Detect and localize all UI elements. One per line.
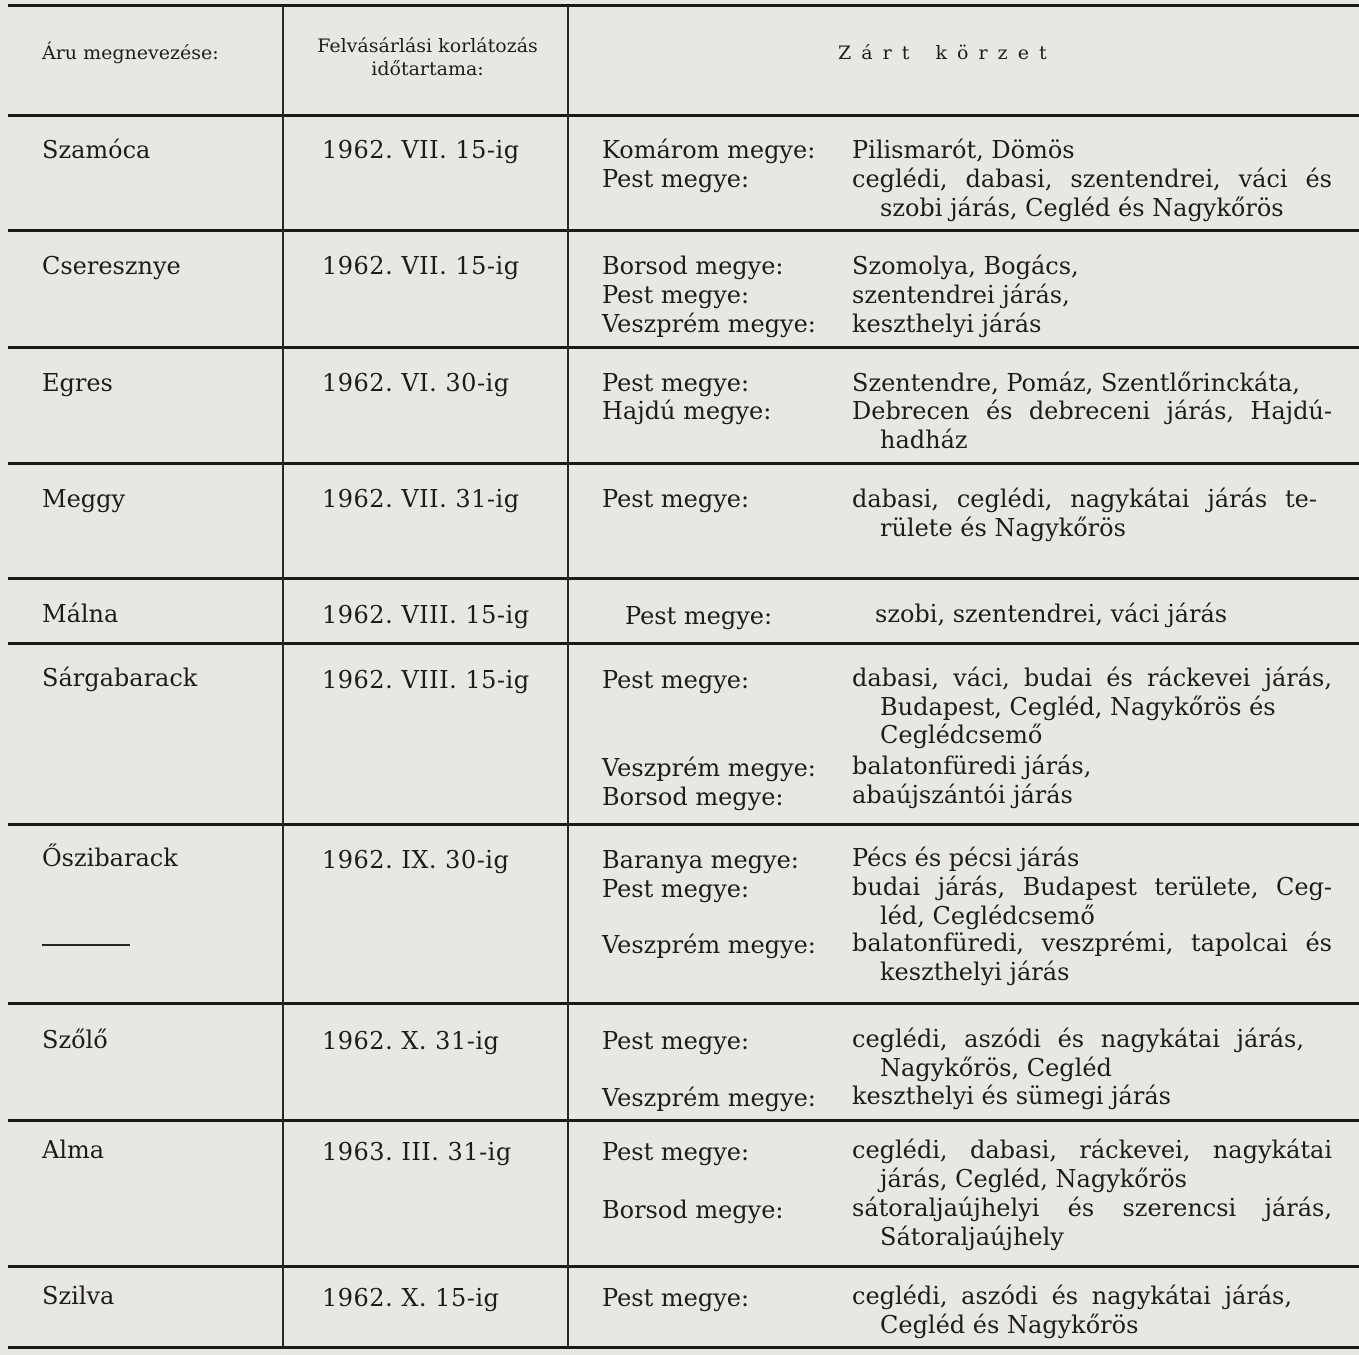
zone-county: Komárom megye:: [602, 136, 816, 164]
zone-area: budai járás, Budapest területe, Ceg- léd, Ceglédcsemő: [852, 873, 1332, 930]
zone-county: Pest megye:: [602, 165, 750, 193]
zone-area: ceglédi, aszódi és nagykátai járás, Nagykőrös, Cegléd: [852, 1025, 1304, 1082]
row-separator: [8, 1265, 1359, 1268]
zone-county: Veszprém megye:: [602, 931, 816, 959]
zone-area: Szentendre, Pomáz, Szentlőrinckáta,: [852, 369, 1300, 397]
header-item: Áru megnevezése:: [42, 42, 219, 64]
zone-area: Szomolya, Bogács,: [852, 252, 1079, 280]
zone-area: keszthelyi járás: [852, 310, 1042, 338]
item-name: Őszibarack: [42, 844, 178, 872]
zone-area: balatonfüredi, veszprémi, tapolcai és keszthelyi járás: [852, 929, 1332, 986]
row-separator: [8, 1002, 1359, 1005]
item-name: Egres: [42, 369, 113, 397]
table-bottom-border: [8, 1346, 1359, 1349]
item-name: Meggy: [42, 485, 126, 513]
zone-area: keszthelyi és sümegi járás: [852, 1082, 1171, 1110]
item-name: Sárgabarack: [42, 664, 198, 692]
period-date: 1962. VI. 30-ig: [322, 369, 510, 397]
item-name: Cseresznye: [42, 252, 181, 280]
header-period-line1: Felvásárlási korlátozás: [317, 35, 538, 57]
period-date: 1962. X. 15-ig: [322, 1284, 500, 1312]
zone-area: sátoraljaújhelyi és szerencsi járás, Sátoraljaújhely: [852, 1194, 1332, 1251]
zone-county: Veszprém megye:: [602, 310, 816, 338]
row-separator: [8, 346, 1359, 349]
zone-area: ceglédi, aszódi és nagykátai járás, Cegléd és Nagykőrös: [852, 1282, 1292, 1339]
table-top-border: [8, 4, 1359, 7]
row-separator: [8, 114, 1359, 117]
item-name: Szamóca: [42, 136, 151, 164]
zone-county: Pest megye:: [602, 666, 750, 694]
period-date: 1962. VII. 31-ig: [322, 485, 520, 513]
period-date: 1962. VIII. 15-ig: [322, 666, 530, 694]
item-name: Málna: [42, 600, 119, 628]
zone-county: Pest megye:: [602, 369, 750, 397]
zone-area: ceglédi, dabasi, ráckevei, nagykátai járás, Cegléd, Nagykőrös: [852, 1136, 1332, 1193]
zone-area: Debrecen és debreceni járás, Hajdú- hadház: [852, 397, 1332, 454]
period-date: 1963. III. 31-ig: [322, 1138, 512, 1166]
period-date: 1962. VIII. 15-ig: [322, 601, 530, 629]
header-zone: Z á r t k ö r z e t: [838, 42, 1049, 64]
zone-county: Pest megye:: [602, 1027, 750, 1055]
row-separator: [8, 229, 1359, 232]
zone-county: Hajdú megye:: [602, 397, 772, 425]
zone-area: dabasi, ceglédi, nagykátai járás te- rülete és Nagykőrös: [852, 485, 1317, 542]
column-divider: [282, 6, 284, 1346]
zone-county: Veszprém megye:: [602, 754, 816, 782]
row-separator: [8, 1119, 1359, 1122]
zone-area: Pilismarót, Dömös: [852, 136, 1075, 164]
period-date: 1962. VII. 15-ig: [322, 136, 520, 164]
item-name: Szilva: [42, 1282, 115, 1310]
period-date: 1962. IX. 30-ig: [322, 846, 510, 874]
zone-area: ceglédi, dabasi, szentendrei, váci és szobi járás, Cegléd és Nagykőrös: [852, 165, 1332, 222]
zone-county: Pest megye:: [602, 875, 750, 903]
zone-area: abaújszántói járás: [852, 781, 1073, 809]
zone-county: Borsod megye:: [602, 1196, 784, 1224]
zone-area: dabasi, váci, budai és ráckevei járás, Budapest, Cegléd, Nagykőrös és Ceglédcsemő: [852, 664, 1332, 749]
item-name: Szőlő: [42, 1026, 108, 1054]
zone-area: Pécs és pécsi járás: [852, 844, 1080, 872]
zone-county: Borsod megye:: [602, 252, 784, 280]
row-separator: [8, 577, 1359, 580]
period-date: 1962. X. 31-ig: [322, 1027, 500, 1055]
zone-county: Pest megye:: [602, 485, 750, 513]
zone-county: Pest megye:: [625, 602, 773, 630]
zone-area: szentendrei járás,: [852, 281, 1070, 309]
zone-county: Baranya megye:: [602, 846, 799, 874]
row-separator: [8, 462, 1359, 465]
zone-area: balatonfüredi járás,: [852, 752, 1092, 780]
item-name: Alma: [42, 1136, 105, 1164]
zone-county: Pest megye:: [602, 281, 750, 309]
column-divider: [567, 6, 569, 1346]
row-separator: [8, 823, 1359, 826]
zone-area: szobi, szentendrei, váci járás: [875, 600, 1228, 628]
zone-county: Pest megye:: [602, 1138, 750, 1166]
zone-county: Pest megye:: [602, 1284, 750, 1312]
zone-county: Veszprém megye:: [602, 1084, 816, 1112]
period-date: 1962. VII. 15-ig: [322, 252, 520, 280]
dash-mark: [42, 944, 130, 946]
header-period-line2: időtartama:: [371, 58, 484, 80]
row-separator: [8, 642, 1359, 645]
zone-county: Borsod megye:: [602, 783, 784, 811]
